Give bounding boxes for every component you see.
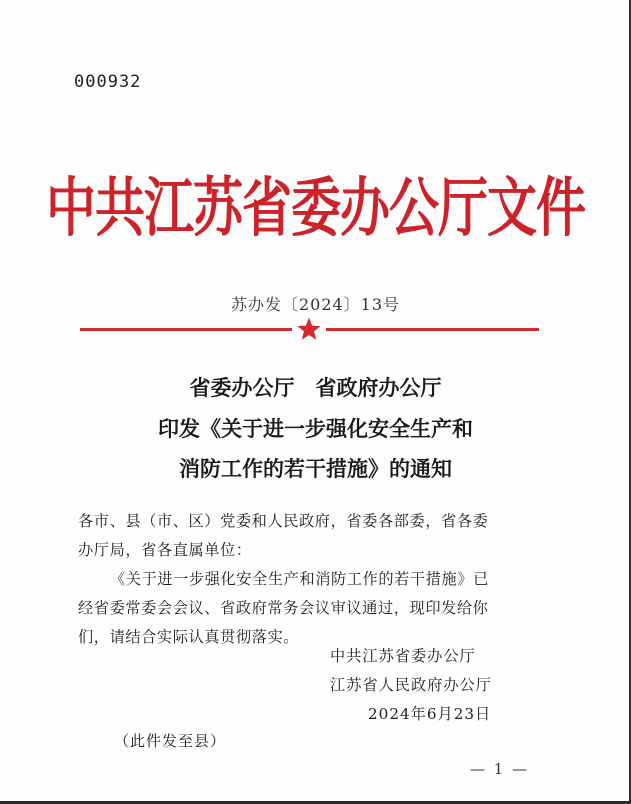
issue-code: 苏办发〔2024〕13号: [230, 295, 401, 314]
page-number: — 1 —: [470, 760, 530, 778]
body-line-5: 们，请结合实际认真贯彻落实。: [78, 628, 300, 646]
distribution-note: （此件发至县）: [114, 732, 227, 750]
notice-title-line-3: 消防工作的若干措施》的通知: [179, 456, 452, 481]
red-rule-right: [326, 328, 539, 331]
body-line-4: 经省委常委会会议、省政府常务会议审议通过，现印发给你: [78, 599, 489, 617]
red-rule-left: [80, 328, 292, 331]
serial-number: 000932: [74, 72, 142, 92]
body-line-2: 办厅局，省各直属单位：: [78, 541, 252, 559]
body-line-1: 各市、县（市、区）党委和人民政府，省委各部委，省各委: [78, 512, 489, 530]
notice-title-line-1: 省委办公厅 省政府办公厅: [189, 375, 442, 400]
notice-title-line-2: 印发《关于进一步强化安全生产和: [158, 416, 473, 441]
issuer-party-office: 中共江苏省委办公厅: [330, 647, 476, 665]
red-star-icon: [296, 316, 322, 342]
issuer-government-office: 江苏省人民政府办公厅: [330, 676, 492, 694]
body-line-3: 《关于进一步强化安全生产和消防工作的若干措施》已: [110, 570, 489, 588]
masthead-title: 中共江苏省委办公厅文件: [46, 170, 585, 246]
issue-date: 2024年6月23日: [368, 705, 492, 723]
